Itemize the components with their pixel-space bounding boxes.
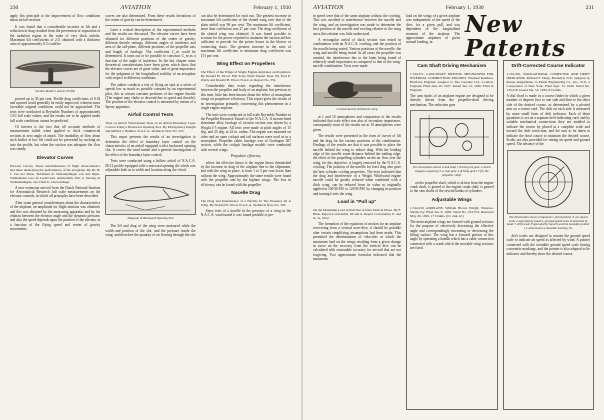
paragraph: The cam shafts of an airplane engine are designed to be directly driven from the propeller-shaft driving mechanism. The reduction gear xyxy=(410,94,494,107)
paragraph: curves are also determined. From these results deviations of the center of gravity can be determined. xyxy=(105,14,196,23)
left-column-3 xyxy=(201,14,291,410)
paragraph: on the propeller shaft, which is driven from the engine crank shaft, is geared to the engine crank shaft, is geared to the cam shafts of the several banks of cylinders. xyxy=(410,180,494,194)
cowled-nacelle-figure xyxy=(313,72,401,106)
issue-date: February 1, 1930 xyxy=(253,4,291,11)
divider xyxy=(105,25,195,26)
patent-citation: 1,744,259. AIRPLANE. William Brown Wright, Winston-Salem, Ky. Filed Jan. 9, 1928. Serial No. 253,374. Renewed May 29, 1929. 17 Claims. (Cl. 244-12.) xyxy=(410,205,494,218)
paragraph: A rectangular airfoil of thick section was tested in combination with an N.A.C.A. cowling, and the position of the nacelle being varied. Various positions of the nacelle, the wing and nacelle being tested. In all cases the propeller was omitted, the interference due to the latter being found of relatively small importance as compared to that of the wing-nacelle combination. Tests were made xyxy=(313,38,401,69)
course-indicator-drawing xyxy=(508,151,590,213)
magazine-title: AVIATION xyxy=(313,4,344,11)
drift-indicator-figure xyxy=(507,150,591,214)
cam-shaft-patent xyxy=(406,60,498,410)
patents-area xyxy=(406,11,594,410)
left-page xyxy=(0,0,301,420)
slot-diagram-drawing xyxy=(106,176,194,214)
patent-citation: 1,743,250. NAVIGATIONAL COMPUTER AND DRIFT INDICATOR. Richard F. Sharp, Brooklyn, N.Y., assignor by mesne assignments, to Patent Engineering Co., Inc., N.Y., a Corporation of New York. Filed Sept. 15, 1926. Serial No. 135,418. Issued Jan. 14, 1930. 8 Claims. xyxy=(506,72,590,92)
right-column-2 xyxy=(406,14,460,60)
new-patents-banner: New Patents xyxy=(465,11,566,62)
paragraph: This report presents the results of an investigation to determine the effect of boundary layer control on the characteristics of an airfoil equipped with a backward opening slot. It covers the wind tunnel and a general investigation of the effect of the boundary layer control. xyxy=(105,135,196,157)
paragraph: The tests were conducted at full scale Reynolds Number in the Propeller Research Tunnel of the N.A.C.A. A stream-lined aluminum alloy fuselage of circular section was driven by a Wright J-5 engine. All tests were made at pitch angles of 15 deg. and 25 deg. at 42 in. radius. The engine was mounted on sides and an open cockpit and tail surfaces were used as in a monoplane. Propeller cabin fuselage was of Gottingen 387 section, while the cockpit fuselage models were conducted with several wings. xyxy=(200,112,291,152)
paragraph: load on the wings of a given airplane was independent of the speed of the dive, for a given pull, and was dependent of the longitudinal moment of the airplane. The approximate airplanes of given normal loading, in xyxy=(406,14,460,45)
patent-citation: 1,744,371. CAM-SHAFT DRIVING MECHANISM FOR INTERNAL COMBUSTION ENGINES. Wieland Knudsen, Hertford, England, assignor to The Gwynne Ltd., London, England, Filed June 10, 1927. Issued Jan. 21, 1930. Filed in England. xyxy=(410,72,494,92)
patent-heading: Drift-Corrected Course Indicator xyxy=(511,64,586,69)
gear-mechanism-drawing xyxy=(411,111,493,163)
citation: Elevator Curves. These determinations of flight characteristics and these underlying the performance of the aeroplane. By Dr. H. J. van der Maas. Published in Verhandelingen van den Rijks-Studiedienst voor de Luchtvaart, Amsterdam, Part 4, Verslag en Verhandelingen, van Chief Ir. s'Gravenhage. xyxy=(10,163,101,184)
paragraph: Tests were conducted using a hollow airfoil of N.A.C.A. M-12 profile equipped with a rearward opening slit which was adjustable both as to width and location along the chord. xyxy=(105,159,196,172)
patent-heading: Cam Shaft Driving Mechanism xyxy=(417,64,487,69)
suction-model-figure xyxy=(10,50,100,88)
paragraph: A dial fixed is made in a course finder in which a given number of degrees first to one side and then to the other side of the desired course, as determined by a pivoted arm on a course card. The drift on each side is measured by some small form of drift indicator. Each of these quantities is set on a separate drift-indicating card, and by suitable mechanical connections they are enabled to indicate the course by placed at a complete scale and toward the drift correction, and the unit to be taken to indicate the final course to maintain the desired course. Scales are also provided for setting air speed and ground speed. The advance of the xyxy=(506,94,590,147)
citation: The Effect of the Wings of Single Engine Airplanes on Propellers. By Donald H. Wood. Full Scale Wind Tunnel Tests. By Fred E. Weick and Donald H. Wood. N.A.C.A. Report No. 332. xyxy=(200,70,291,83)
nacelle-photo xyxy=(314,73,400,105)
slot-diagram-figure xyxy=(105,175,195,215)
paragraph: in speed were that of the same airplane without the cowling. This was ascribed to interference between the nacelle and the wing, and an investigation was made to determine the best position of the nacelle and cowling relative to the wing since this relation was little understood. xyxy=(313,14,401,36)
drift-indicator-patent xyxy=(503,60,595,410)
paragraph: The main airplane wings are formed with ground sections for the purpose of selectively decreasing the effective angle and correspondingly increasing or decreasing the lifting surface. The wing has a forward portion of this angle by operating a handle which has a cable connection connected with a crank which the movable wing sections are fixed. xyxy=(410,219,494,251)
paragraph: Since tests of a nacelle in the presence of a wing in the N.A.C.A. wind tunnel it was found possible to pre- xyxy=(200,209,291,218)
paragraph: proved up to 30 per cent. Profile drag coefficients of 0.02 and upward could generally be easily improved, whereas more favorable original conditions could not be approached. The tests were conducted at Reynolds Numbers of approximately 1/10 full scale values, and the results are to be applied under full scale conditions cannot be predicted. xyxy=(10,96,101,123)
patents-banner-area xyxy=(465,11,594,62)
paragraph: It was found that a considerable increase in lift and a reduction in drag resulted from the prevention of separation of the turbulent region in the wake of very thick airfoils. Maximum lift coefficients of 2.0, obtained with a thickness ratio of approximately 0.3 could be xyxy=(10,24,101,47)
citation: The Drag and Interference of a Nacelle In The Presence Of A Wing. By Donald H. Wood. N.A.C.A. Technical Note No. 320. xyxy=(200,199,291,207)
paragraph: apply this principle to the improvement of flow conditions about airfoil sections. xyxy=(10,14,101,23)
citation: On the Maximum Load in Pull Out of Dive Vertical Dives. By F. Haus. Report Convenable, 66 and A. Report Convenable, E. and X. vs. 1922. xyxy=(313,207,401,220)
patent-heading: Adjustable Wings xyxy=(431,197,472,203)
issue-date: February 1, 1930 xyxy=(445,4,484,11)
left-column-1 xyxy=(10,14,100,410)
figure-caption: Suction Model 1 and its Profile xyxy=(35,88,76,93)
figure-caption: Cowled nacelle behind the wing xyxy=(336,106,378,111)
paragraph: at 1 and 10 atmospheres and comparison of the results indicated that scale effect was also of secondary importance, consequently most of the results are at 10 atmospheres were given. xyxy=(313,114,401,132)
magazine-title: AVIATION xyxy=(120,4,152,11)
page-number: 230 xyxy=(10,4,19,11)
paragraph: A new extension arrived from the Dutch National Institute for Aeronautical Research full scale measurements on the elevator controls, in which all principles have been described. xyxy=(10,185,101,199)
left-column-2 xyxy=(105,14,195,410)
figure-caption: The illustration shows compound 1, fixed pointer 3, air-speed scale 4 operated by hand 5, ground-speed scale 6 operated by hand 7, drift scale 8 operated by hand 9 and the movable pointer 11, attached to a movable housing 10. xyxy=(506,214,590,231)
paragraph: After some general considerations about the characteristics of the airplane, an amplitude for flight motions was obtained, and this was obtained by the measuring apparatus and by the relation between the elevator angle and the dynamic pressure, and also the speed depends upon the position of the elevator as a function of the flying speed and center of gravity movements. xyxy=(10,200,101,232)
right-page xyxy=(303,0,604,420)
section-heading: Airfoil Control Tests xyxy=(127,113,174,119)
figure-caption: The illustration shows crank shaft 1 driving the gear 2 which engages a gearing 3, a cam gear 4 driving gears 5 for the propeller shaft. xyxy=(412,165,491,177)
formula-line: Propulsive efficiency xyxy=(230,154,261,159)
paragraph: The results were presented in the form of curves of lift and the drag for the various positions of the combination. Findings of the results are that it was possible to place the nacelle behind the wing to reduce drag. With the leading edge of the nacelle some distance behind the trailing edge, the effect of the propelling cylinders on the air flow over the wing, for this objective, is largely removed by the N.A.C.A. cowling. The position of the nacelle for least drag also gave the best cylinder cooling properties. The tests indicated that the drag and interference of a Wright Whirlwind engine nacelle could be greatly reduced when combined with a thick wing, can be reduced from its value as originally applied at 100 M.P.H. to 120 M.P.H. by changing its position and turning it into the wing. xyxy=(313,134,401,196)
airfoil-model-drawing xyxy=(11,51,99,87)
paragraph: The formation of the equations of motion for an airplane recovering from a vertical nose-dive, it should be possible after certain simplifying assumptions had been made. This permitted the determination of velocities at which the maximum load on the wings resulting from a given change in curve on the recovery from the vertical dive can be calculated with reasonable accuracy for aircraft that are not forgiving. Two approximate formulas indicated that the maximum xyxy=(313,221,401,262)
paragraph: Later a critical description of the experimental methods and the results are discussed. The elevator curves have been obtained for different positions of the center of gravity, different throttle settings, different angles of incidence and area of the tail-plane, different positions of the propeller axis and length of fuselage. The coefficient C_m could be determined. It turns out to be possible to construct C_m as a function of the angle of incidence. In the last chapter some theoretical considerations have been given which show that the elevator curves are of great value, and of great importance for the judgment of the longitudinal stability of an aeroplane with respect to different conditions. xyxy=(105,27,196,81)
paragraph: The lift and drag of the wing were measured while the width and position of the slot, and the pressure inside the wing, and therefore the quantity of air flowing through the slot xyxy=(105,224,196,237)
page-number: 231 xyxy=(585,4,594,11)
paragraph: Considerable data exists regarding the interference between the propeller and body of an airplane, but previous to this time, little has been known about the effect of monoplane wings on propulsive efficiency. This report gives the results of an investigation primarily concerning this phenomenon in a single engine airplane. xyxy=(200,84,291,111)
section-heading: Load in "Pull up" xyxy=(337,199,377,205)
running-head xyxy=(313,3,594,12)
section-heading: Elevator Curves xyxy=(36,155,74,161)
paragraph: can also be determined for each run. The greatest increase in maximum lift coefficient of the slotted wing over that of the plain airfoil was 96 per cent. The maximum lift coefficient, more than coefficient was 27 per cent. The drag coefficient of the slotted wing was obtained. It was found possible to account for the power required to maintain the suction airflow sufficient to provide for the power losses in the blower or connecting ducts. The greatest increase in the ratio of maximum lift coefficient to minimum drag coefficient was 151 per cent. xyxy=(200,14,291,58)
paragraph: where the effective thrust is the engine thrust diminished by the increase in drag of the airplane due to the slipstream, and with the wing in place, is from 1 to 3 per cent lower than without the wing. Approximately the same results were found with the propeller and by the biplane wings. The loss in efficiency can be found with the propeller. xyxy=(200,160,291,187)
right-column-1 xyxy=(313,14,401,410)
paragraph: Of interest is the fact that all accurate methods of measurement failed when applied to thick commercial sections at zero angle of attack. The instability of flow about such bodies at low lift could not be prevented by sucking air into the profile, but when the suction was adequate the flow was steady. xyxy=(10,125,101,152)
cam-shaft-figure xyxy=(410,110,494,164)
paragraph: The author conducts a test of flying on spot at a series of speeds low as much as possible constant by an experimental pilot, this at certain constant positions of the engine throttle (The engine may choke or descend due to speed and throttle). The position of the elevator control is measured by means of a Sperry apparatus. xyxy=(105,82,196,109)
paragraph: drift scales are designed to actuate the ground speed scale to indicate air speed as affected by wind. A pointer connected with the rotatable ground speed scale having concentric markings, and the pointer is also adapted to lie indicator and thereby show the desired course. xyxy=(506,234,590,256)
running-head xyxy=(10,3,291,12)
figure-caption: Diagram of Backward Opening Slot xyxy=(127,216,174,221)
section-heading: Wing Effect on Propellers xyxy=(216,62,275,68)
citation: Tests on Airfoil Wind-tunnel Tests on an Airfoil Boundary Layer Control Using a Backward Opening Slot. By Montgomery Knight and Millard J. Bamber. N.A.C.A. Technical Note No. 323. xyxy=(105,121,196,134)
section-heading: Nacelle Drag xyxy=(231,191,261,196)
